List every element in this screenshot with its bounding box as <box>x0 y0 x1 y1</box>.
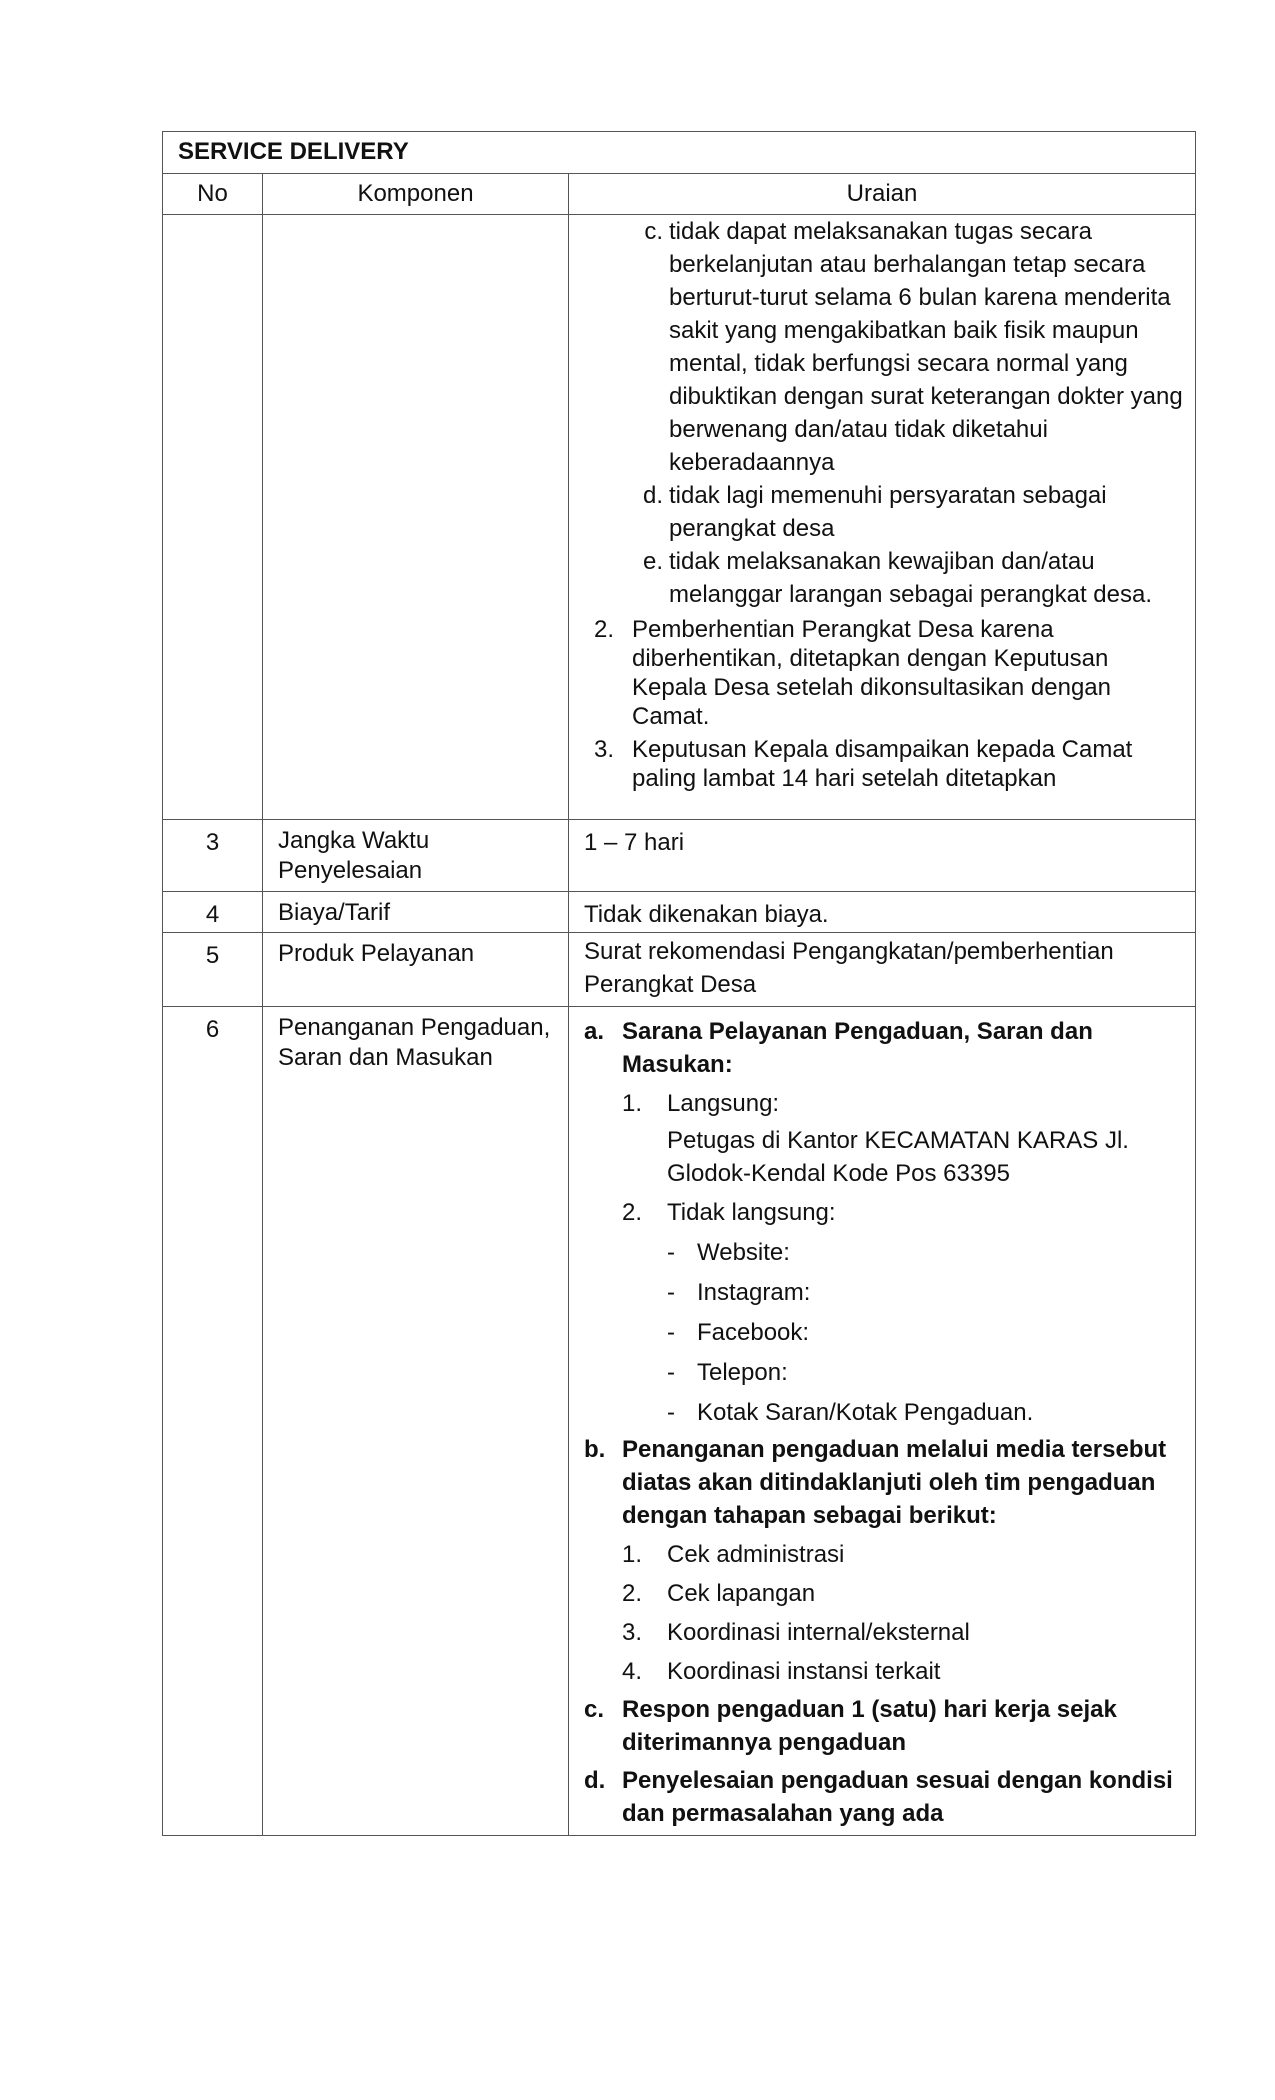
row-uraian <box>569 1007 1196 1836</box>
table-title: SERVICE DELIVERY <box>163 132 1196 174</box>
row-uraian: Tidak dikenakan biaya. <box>569 892 1196 933</box>
sub-list <box>584 215 1187 611</box>
channel-item: - Facebook: <box>667 1319 810 1346</box>
row-no: 6 <box>163 1007 263 1836</box>
list-item: e. tidak melaksanakan kewajiban dan/atau melanggar larangan sebagai perangkat desa. <box>642 548 1153 608</box>
service-delivery-table <box>162 131 1196 1836</box>
channel-item: - Kotak Saran/Kotak Pengaduan. <box>667 1399 1034 1426</box>
channel-item: - Telepon: <box>667 1359 788 1386</box>
row-no: 3 <box>163 820 263 892</box>
list-item: 1. Langsung: <box>622 1090 780 1117</box>
section-c: c. Respon pengaduan 1 (satu) hari kerja sejak diterimannya pengaduan <box>584 1696 1117 1756</box>
header-komponen: Komponen <box>263 174 569 215</box>
list-item: 3. Keputusan Kepala disampaikan kepada Camat paling lambat 14 hari setelah ditetapkan <box>594 736 1133 792</box>
table-row <box>163 892 1196 933</box>
section-d: d. Penyelesaian pengaduan sesuai dengan kondisi dan permasalahan yang ada <box>584 1767 1173 1827</box>
row-no: 5 <box>163 933 263 1007</box>
row-komponen: Biaya/Tarif <box>263 892 569 933</box>
list-item: 3. Koordinasi internal/eksternal <box>622 1619 970 1646</box>
table-row <box>163 215 1196 820</box>
row-uraian: Surat rekomendasi Pengangkatan/pemberhentian Perangkat Desa <box>569 933 1196 1007</box>
header-no: No <box>163 174 263 215</box>
table-row <box>163 1007 1196 1836</box>
section-b: b. Penanganan pengaduan melalui media tersebut diatas akan ditindaklanjuti oleh tim pengaduan dengan tahapan sebagai berikut: <box>584 1436 1167 1529</box>
list-item: 2. Cek lapangan <box>622 1580 816 1607</box>
channel-item: - Instagram: <box>667 1279 811 1306</box>
channel-item: - Website: <box>667 1239 790 1266</box>
list-item: 2. Tidak langsung: <box>622 1199 836 1226</box>
continuation-uraian <box>569 215 1196 820</box>
list-item: c. tidak dapat melaksanakan tugas secara berkelanjutan atau berhalangan tetap secara berturut-turut selama 6 bulan karena menderita sakit yang mengakibatkan baik fisik maupun mental, tidak berfungsi secara normal yang dibuktikan dengan surat keterangan dokter yang berwenang dan/atau tidak diketahui keberadaannya <box>644 218 1183 476</box>
row-uraian: 1 – 7 hari <box>569 820 1196 892</box>
list-item: 4. Koordinasi instansi terkait <box>622 1658 941 1685</box>
table-row <box>163 820 1196 892</box>
row-no: 4 <box>163 892 263 933</box>
row-komponen: Produk Pelayanan <box>263 933 569 1007</box>
header-row <box>163 174 1196 215</box>
office-address: Petugas di Kantor KECAMATAN KARAS Jl. Glodok-Kendal Kode Pos 63395 <box>667 1127 1129 1187</box>
header-uraian: Uraian <box>569 174 1196 215</box>
table-row <box>163 933 1196 1007</box>
row-komponen: Penanganan Pengaduan, Saran dan Masukan <box>263 1007 569 1836</box>
list-item: 1. Cek administrasi <box>622 1541 845 1568</box>
row-komponen: Jangka Waktu Penyelesaian <box>263 820 569 892</box>
list-item: d. tidak lagi memenuhi persyaratan sebagai perangkat desa <box>642 482 1107 542</box>
list-item: 2. Pemberhentian Perangkat Desa karena diberhentikan, ditetapkan dengan Keputusan Kepala Desa setelah dikonsultasikan dengan Camat. <box>594 616 1112 730</box>
section-a: a. Sarana Pelayanan Pengaduan, Saran dan Masukan: <box>584 1018 1093 1078</box>
